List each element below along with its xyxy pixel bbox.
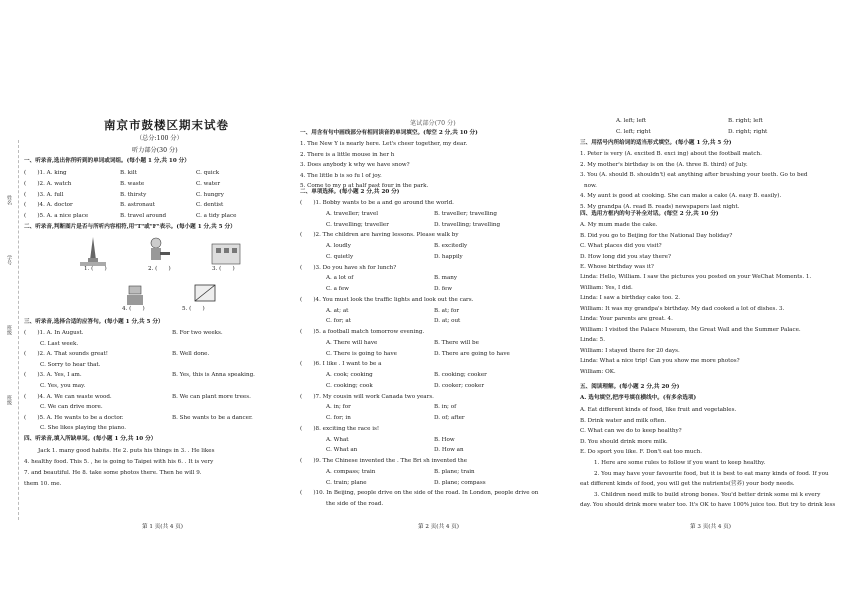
p1-s3-row-5-0: C. Yes, you may. [40,383,86,389]
p3-s3-line-0: 1. Peter is very (A. excited B. exci ing) about the football match. [580,151,762,157]
p1-s1-row-3-2: C. dentist [196,202,224,209]
p2-s2-row-15-0: ( )6. I like . I want to be a [300,361,382,368]
p2-s2-row-1-1: B. traveller; travelling [434,210,497,217]
p2-s2-row-19-0: A. in; for [326,404,351,411]
p1-section-4-line-4: them 10. me. [24,481,62,487]
p2-s2-row-0-0: ( )1. Bobby wants to be a and go around the world. [300,200,454,206]
p3-top-row-0-0: A. left; left [616,118,647,124]
p1-section-2-heading: 二、听录音,判断图片是否与所听内容相符,用"T"或"F"表示。(每小题 1 分,共 5 分） [24,224,236,230]
p3-read-option-2: C. What can we do to keep healthy? [580,428,682,434]
p1-section-3-heading: 三、听录音,选择合适的应答句。(每小题 1 分,共 5 分） [24,319,164,325]
p3-s3-line-4: 4. My aunt is good at cooking. She can make a cake (A. easy B. easily). [580,193,782,199]
robot-picture [122,284,148,308]
cooking-child-picture [142,236,172,268]
p1-s3-row-6-0: ( )4. A. We can waste wood. [24,393,112,400]
exam-total-score: （总分:100 分） [136,135,183,142]
p2-s2-row-10-1: B. at; for [434,307,460,314]
page-2-footer: 第 2 页(共 4 页) [418,524,459,530]
p2-s2-row-23-0: C. What an [326,447,358,454]
side-label-id: 学号 [6,255,12,265]
p2-s2-row-14-1: D. There are going to have [434,350,510,357]
p1-s3-row-3-0: C. Sorry to hear that. [40,361,101,368]
p3-dialog-line-9: William: OK. [580,368,616,375]
p1-section-4-line-1: Jack 1. many good habits. He 2. puts his things in 3. . He likes [38,448,215,454]
p2-s2-row-16-0: A. cook; cooking [326,372,373,378]
p1-s1-row-1-2: C. water [196,180,220,187]
p2-s1-line-2: 3. Does anybody k why we have snow? [300,162,410,169]
p2-s2-row-25-1: B. plane; train [434,468,475,475]
p2-s2-row-8-0: C. a few [326,286,349,292]
p3-section-4-heading: 四、选用方框内的句子补全对话。(每空 2 分,共 10 分) [580,211,719,217]
p2-s2-row-13-0: A. There will have [326,339,378,346]
p2-s2-row-26-1: D. plane; compass [434,479,486,486]
p2-s2-row-22-1: B. How [434,436,455,443]
p1-s3-row-7-0: C. We can drive more. [40,404,103,411]
p3-s3-line-5: 5. My grandpa (A. read B. reads) newspapers last night. [580,203,740,210]
p3-passage-line-3: 3. Children need milk to build strong bones. You'd better drink some mi k every [594,491,821,498]
exam-page-3 [580,0,856,608]
binding-line [18,140,19,520]
p1-s1-row-1-1: B. waste [120,180,145,187]
p1-s1-row-0-0: ( )1. A. king [24,170,67,176]
building-picture [210,236,242,268]
p2-s2-row-24-0: ( )9. The Chinese invented the . The Bri sh invented the [300,458,468,464]
p2-s2-row-26-0: C. train; plane [326,479,367,486]
p2-s2-row-11-0: C. for; at [326,318,351,325]
p3-section-5a-heading: A. 选句填空,把序号填在横线中。(有多余选项) [580,395,697,401]
p3-option-0: A. My mum made the cake. [580,222,658,228]
p3-dialog-line-1: William: Yes, I did. [580,284,633,291]
p3-dialog-line-8: Linda: What a nice trip! Can you show me more photos? [580,358,740,364]
pic-label-4: 4. ( ) [122,306,145,312]
p3-option-3: D. How long did you stay there? [580,253,671,260]
p2-s2-row-10-0: A. at; at [326,307,349,314]
p1-s1-row-0-2: C. quick [196,170,220,176]
p1-section-1-heading: 一、听录音,选出你所听到的单词或词组。(每小题 1 分,共 10 分） [24,158,190,164]
p1-s3-row-1-0: C. Last week. [40,340,79,347]
p2-s2-row-7-1: B. many [434,275,458,282]
p2-s2-row-9-0: ( )4. You must look the traffic lights and look out the cars. [300,296,474,303]
p2-s2-row-7-0: A. a lot of [326,275,354,282]
p2-s2-row-4-1: B. excitedly [434,243,468,249]
side-label-name: 姓名 [6,195,12,205]
p3-dialog-line-2: Linda: I saw a birthday cake too. 2. [580,295,681,301]
pic-label-3: 3. ( ) [212,266,235,272]
p2-s2-row-20-0: C. for; in [326,415,351,421]
p2-s2-row-18-0: ( )7. My cousin will work Canada two years. [300,393,434,400]
p3-s3-line-3: now. [584,182,597,189]
p3-read-option-3: D. You should drink more milk. [580,438,668,445]
p3-top-row-0-1: B. right; left [728,118,763,124]
p1-s3-row-4-0: ( )3. A. Yes, I am. [24,372,82,379]
p2-s2-row-2-0: C. travelling; traveller [326,221,389,228]
p3-read-option-0: A. Eat different kinds of food, like fruit and vegetables. [580,407,737,413]
pic-label-2: 2. ( ) [148,266,171,272]
p2-s2-row-11-1: D. at; out [434,318,461,325]
p2-s2-row-22-0: A. What [326,436,349,443]
page-1-footer: 第 1 页(共 4 页) [142,524,183,530]
p1-s1-row-4-2: C. a tidy place [196,213,237,220]
p2-section-1-heading: 一、用含有句中画线部分有相同读音的单词填空。(每空 2 分,共 10 分) [300,130,478,136]
p2-s2-row-27-0: ( )10. In Beijing, people drive on the side of the road. In London, people drive on [300,490,539,497]
p3-option-2: C. What places did you visit? [580,243,662,249]
p1-section-4-line-3: 7. and beautiful. He 8. take some photos there. Then he will 9. [24,470,202,476]
pic-label-5: 5. ( ) [182,306,205,312]
p1-s1-row-1-0: ( )2. A. watch [24,180,72,187]
p3-dialog-line-4: Linda: Your parents are great. 4. [580,316,673,322]
p3-section-5-heading: 五、阅读理解。(每小题 2 分,共 20 分) [580,384,680,390]
p2-s2-row-19-1: B. in; of [434,404,457,411]
p3-s3-line-1: 2. My mother's birthday is on the (A. three B. third) of July. [580,161,748,168]
p3-passage-line-0: 1. Here are some rules to follow if you want to keep healthy. [594,460,766,466]
writing-part-header: 笔试部分(70 分) [410,120,456,127]
p1-s3-row-8-1: B. She wants to be a dancer. [172,414,253,421]
p2-s2-row-5-0: C. quietly [326,253,354,260]
p1-s1-row-3-0: ( )4. A. doctor [24,202,73,209]
p3-option-1: B. Did you go to Beijing for the National Day holiday? [580,232,733,239]
p2-s1-line-4: 5. Come to my p at half past four in the park. [300,183,429,190]
p1-s1-row-4-1: B. travel around [120,213,167,220]
p2-s2-row-8-1: D. few [434,286,453,292]
p3-section-3-heading: 三、用括号内所给词的适当形式填空。(每小题 1 分,共 5 分) [580,140,732,146]
p2-s2-row-23-1: D. How an [434,447,464,454]
page-3-footer: 第 3 页(共 4 页) [690,524,731,530]
p3-top-row-1-0: C. left; right [616,128,651,135]
p1-s1-row-2-2: C. hungry [196,191,224,198]
p3-dialog-line-5: William: I visited the Palace Museum, the Great Wall and the Summer Palace. [580,326,801,333]
p1-s3-row-2-0: ( )2. A. That sounds great! [24,351,109,358]
p3-passage-line-4: day. You should drink more water too. It's OK to have 100% juice too. But try to drink less [580,502,836,509]
p2-s2-row-17-0: C. cooking; cook [326,382,373,389]
p2-s1-line-0: 1. The New Y is nearly here. Let's cheer together, my dear. [300,141,468,147]
p2-s2-row-21-0: ( )8. exciting the race is! [300,425,380,432]
p1-s1-row-2-1: B. thirsty [120,191,147,198]
p1-s1-row-3-1: B. astronaut [120,202,155,209]
p3-top-row-1-1: D. right; right [728,128,768,135]
p2-s2-row-25-0: A. compass; train [326,468,376,475]
p3-read-option-1: B. Drink water and milk often. [580,417,667,424]
p3-s3-line-2: 3. You (A. should B. shouldn't) eat anything after brushing your teeth. Go to bed [580,172,808,178]
p2-s2-row-4-0: A. loudly [326,243,351,249]
p2-s2-row-28-0: the side of the road. [326,501,384,507]
p1-s3-row-9-0: C. She likes playing the piano. [40,425,126,432]
p1-s3-row-0-0: ( )1. A. In August. [24,330,84,336]
p1-s3-row-8-0: ( )5. A. He wants to be a doctor. [24,414,124,421]
side-label-class: 班级 [6,325,12,335]
tower-picture [78,236,108,268]
p2-s2-row-14-0: C. There is going to have [326,350,397,357]
p1-section-4-line-2: 4. healthy food. This 5. , he is going to Taipei with his 6. . It is very [24,459,214,465]
p3-dialog-line-3: William: It was my grandpa's birthday. My dad cooked a lot of dishes. 3. [580,305,785,312]
p3-option-4: E. Whose birthday was it? [580,264,654,270]
p2-s1-line-1: 2. There is a little mouse in her h [300,151,395,158]
p2-s2-row-2-1: D. travelling; travelling [434,221,501,228]
p2-s2-row-20-1: D. of; after [434,415,465,421]
p3-dialog-line-7: William: I stayed there for 20 days. [580,347,680,354]
exam-page-2 [300,0,572,608]
side-label-class-2: 班级 [6,395,12,405]
p3-passage-line-2: eat different kinds of food, you will get the nutrients(营养) your body needs. [580,481,795,488]
p1-s1-row-2-0: ( )3. A. full [24,191,64,198]
p2-s2-row-3-0: ( )2. The children are having lessons. Please walk by [300,232,459,239]
p1-section-4-heading: 四、听录音,填入所缺单词。(每小题 1 分,共 10 分） [24,436,157,442]
p2-s2-row-5-1: D. happily [434,253,463,260]
p2-s2-row-17-1: D. cooker; cooker [434,382,484,389]
p1-s3-row-2-1: B. Well done. [172,351,210,358]
p2-s2-row-1-0: A. traveller; travel [326,210,379,217]
p1-s3-row-6-1: B. We can plant more trees. [172,393,251,400]
p1-s3-row-4-1: B. Yes, this is Anna speaking. [172,372,255,379]
pic-label-1: 1. ( ) [84,266,107,272]
p1-s3-row-0-1: B. For two weeks. [172,330,223,336]
p2-s2-row-16-1: B. cooking; cooker [434,372,487,378]
exam-title: 南京市鼓楼区期末试卷 [104,118,229,132]
sign-picture [192,282,218,308]
exam-page-1 [24,0,286,608]
p1-s1-row-0-1: B. kilt [120,170,137,176]
p1-s1-row-4-0: ( )5. A. a nice place [24,213,89,220]
p2-section-2-heading: 二、单项选择。(每小题 2 分,共 20 分) [300,189,400,195]
p2-s2-row-6-0: ( )3. Do you have sh for lunch? [300,264,397,271]
p2-s2-row-13-1: B. There will be [434,339,479,346]
listening-title: 听力部分(30 分) [132,147,178,154]
p3-read-option-4: E. Do sport you like. F. Don't eat too much. [580,449,702,455]
p2-s2-row-12-0: ( )5. a football match tomorrow evening. [300,329,425,335]
p2-s1-line-3: 4. The little b is so fu l of joy. [300,172,382,179]
p3-dialog-line-6: Linda: 5. [580,337,606,343]
p3-dialog-line-0: Linda: Hello, William. I saw the pictures you posted on your WeChat Moments. 1. [580,274,812,280]
p3-passage-line-1: 2. You may have your favourite food, but it is best to eat many kinds of food. If you [594,470,829,477]
